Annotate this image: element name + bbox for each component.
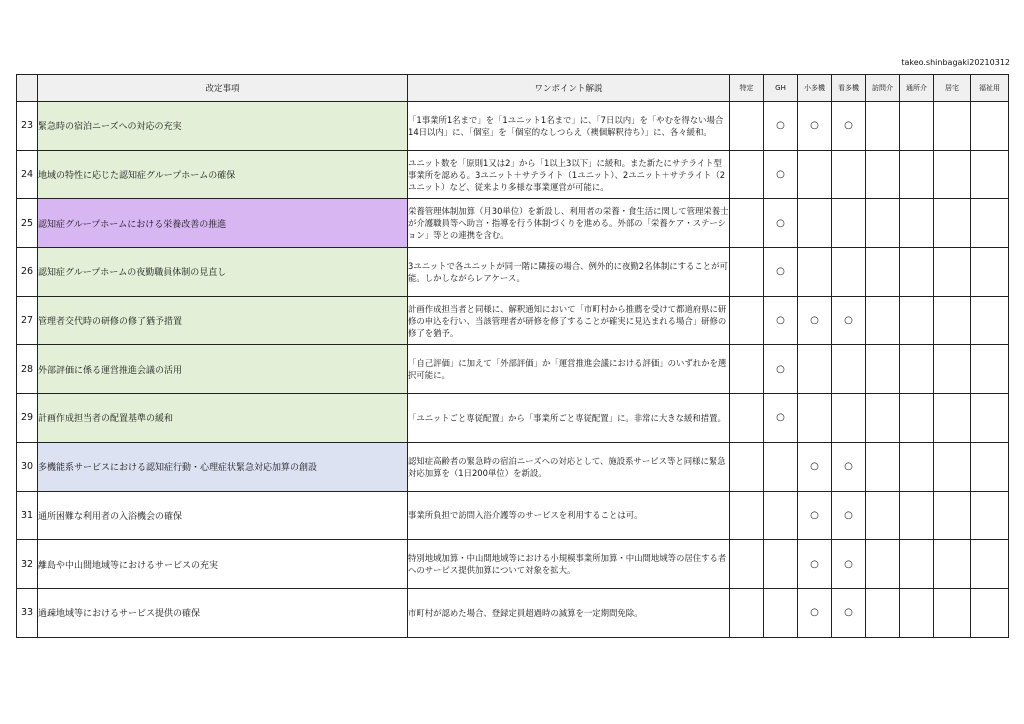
applicability-mark: ○ (764, 394, 798, 443)
applicability-mark (866, 248, 900, 297)
revision-item: 離島や中山間地域等におけるサービスの充実 (38, 540, 408, 589)
applicability-mark (971, 248, 1009, 297)
table-row (17, 394, 1009, 443)
applicability-mark (900, 394, 934, 443)
applicability-mark (934, 588, 971, 637)
applicability-mark (798, 248, 832, 297)
applicability-mark (900, 102, 934, 151)
applicability-mark: ○ (764, 248, 798, 297)
applicability-mark (866, 102, 900, 151)
applicability-mark (866, 491, 900, 540)
one-point-explanation: 「自己評価」に加えて「外部評価」か「運営推進会議における評価」のいずれかを選択可能に。 (408, 345, 730, 394)
revision-item: 通所困難な利用者の入浴機会の確保 (38, 491, 408, 540)
applicability-mark (866, 199, 900, 248)
table-row (17, 540, 1009, 589)
table-header (17, 75, 1009, 102)
one-point-explanation: 「1事業所1名まで」を「1ユニット1名まで」に、「7日以内」を「やむを得ない場合14日以内」に、「個室」を「個室的なしつらえ（襖個解釈待ち）」に、各々緩和。 (408, 102, 730, 151)
applicability-mark (764, 491, 798, 540)
applicability-mark (971, 394, 1009, 443)
applicability-mark (934, 102, 971, 151)
applicability-mark (730, 102, 764, 151)
applicability-mark (934, 540, 971, 589)
applicability-mark (971, 442, 1009, 491)
applicability-mark (971, 296, 1009, 345)
table-row (17, 248, 1009, 297)
applicability-mark: ○ (832, 442, 866, 491)
applicability-mark (900, 248, 934, 297)
applicability-mark: ○ (764, 150, 798, 199)
one-point-explanation: 計画作成担当者と同様に、解釈通知において「市町村から推薦を受けて都道府県に研修の申込を行い、当該管理者が研修を修了することが確実に見込まれる場合」研修の修了を猶予。 (408, 296, 730, 345)
applicability-mark: ○ (832, 540, 866, 589)
applicability-mark (764, 588, 798, 637)
table-row (17, 296, 1009, 345)
applicability-mark (900, 150, 934, 199)
applicability-mark (730, 296, 764, 345)
applicability-mark (971, 199, 1009, 248)
one-point-explanation: 市町村が認めた場合、登録定員超過時の減算を一定期間免除。 (408, 588, 730, 637)
revision-item: 外部評価に係る運営推進会議の活用 (38, 345, 408, 394)
applicability-mark (730, 394, 764, 443)
applicability-mark (866, 588, 900, 637)
applicability-mark (798, 199, 832, 248)
applicability-mark: ○ (764, 199, 798, 248)
one-point-explanation: ユニット数を「原則1又は2」から「1以上3以下」に緩和。また新たにサテライト型事業所を認める。3ユニット＋サテライト（1ユニット）、2ユニット＋サテライト（2ユニット）など、従来より多様な事業運営が可能に。 (408, 150, 730, 199)
applicability-mark (730, 540, 764, 589)
row-number: 29 (17, 394, 38, 443)
row-number: 23 (17, 102, 38, 151)
applicability-mark: ○ (798, 102, 832, 151)
table-row (17, 150, 1009, 199)
applicability-mark (934, 150, 971, 199)
revision-item: 認知症グループホームにおける栄養改善の推進 (38, 199, 408, 248)
applicability-mark (832, 150, 866, 199)
applicability-mark: ○ (764, 102, 798, 151)
revision-item: 過疎地域等におけるサービス提供の確保 (38, 588, 408, 637)
applicability-mark (798, 394, 832, 443)
applicability-mark (971, 102, 1009, 151)
applicability-mark: ○ (798, 442, 832, 491)
row-number: 27 (17, 296, 38, 345)
applicability-mark (900, 296, 934, 345)
revision-table (16, 74, 1009, 638)
applicability-mark (971, 491, 1009, 540)
applicability-mark (900, 442, 934, 491)
applicability-mark (832, 199, 866, 248)
applicability-mark (900, 588, 934, 637)
applicability-mark (832, 394, 866, 443)
applicability-mark: ○ (798, 588, 832, 637)
applicability-mark (971, 588, 1009, 637)
header-no (17, 75, 38, 102)
author-stamp: takeo.shinbagaki20210312 (901, 58, 1010, 67)
applicability-mark (900, 345, 934, 394)
applicability-mark (934, 199, 971, 248)
applicability-mark: ○ (798, 296, 832, 345)
row-number: 26 (17, 248, 38, 297)
applicability-mark (934, 296, 971, 345)
applicability-mark (866, 394, 900, 443)
applicability-mark (730, 345, 764, 394)
applicability-mark (934, 491, 971, 540)
one-point-explanation: 事業所負担で訪問入浴介護等のサービスを利用することは可。 (408, 491, 730, 540)
applicability-mark (934, 442, 971, 491)
applicability-mark: ○ (832, 102, 866, 151)
applicability-mark: ○ (764, 345, 798, 394)
applicability-mark (900, 491, 934, 540)
revision-item: 管理者交代時の研修の修了猶予措置 (38, 296, 408, 345)
one-point-explanation: 「ユニットごと専従配置」から「事業所ごと専従配置」に。非常に大きな緩和措置。 (408, 394, 730, 443)
table-row (17, 442, 1009, 491)
applicability-mark (900, 199, 934, 248)
table-row (17, 491, 1009, 540)
applicability-mark (934, 394, 971, 443)
applicability-mark: ○ (798, 540, 832, 589)
applicability-mark: ○ (832, 296, 866, 345)
table-row (17, 199, 1009, 248)
applicability-mark (764, 442, 798, 491)
applicability-mark: ○ (832, 588, 866, 637)
header-col-shotaki: 小多機 (798, 75, 832, 102)
applicability-mark: ○ (798, 491, 832, 540)
row-number: 28 (17, 345, 38, 394)
revision-item: 認知症グループホームの夜勤職員体制の見直し (38, 248, 408, 297)
applicability-mark (730, 248, 764, 297)
applicability-mark (866, 345, 900, 394)
applicability-mark (764, 540, 798, 589)
header-col-kyotaku: 居宅 (934, 75, 971, 102)
applicability-mark (971, 150, 1009, 199)
revision-item: 地域の特性に応じた認知症グループホームの確保 (38, 150, 408, 199)
header-point: ワンポイント解説 (408, 75, 730, 102)
applicability-mark (971, 345, 1009, 394)
applicability-mark (730, 491, 764, 540)
revision-item: 緊急時の宿泊ニーズへの対応の充実 (38, 102, 408, 151)
applicability-mark (866, 540, 900, 589)
table-body (17, 102, 1009, 638)
applicability-mark (866, 442, 900, 491)
header-col-kantaki: 看多機 (832, 75, 866, 102)
one-point-explanation: 3ユニットで各ユニットが同一階に隣接の場合、例外的に夜勤2名体制にすることが可能。しかしながらレアケース。 (408, 248, 730, 297)
applicability-mark (832, 345, 866, 394)
row-number: 32 (17, 540, 38, 589)
applicability-mark (730, 588, 764, 637)
row-number: 30 (17, 442, 38, 491)
header-col-houmon: 訪問介 (866, 75, 900, 102)
applicability-mark (866, 150, 900, 199)
header-col-gh: GH (764, 75, 798, 102)
one-point-explanation: 認知症高齢者の緊急時の宿泊ニーズへの対応として、施設系サービス等と同様に緊急対応加算を（1日200単位）を新設。 (408, 442, 730, 491)
applicability-mark: ○ (832, 491, 866, 540)
row-number: 33 (17, 588, 38, 637)
revision-item: 計画作成担当者の配置基準の緩和 (38, 394, 408, 443)
one-point-explanation: 特別地域加算・中山間地域等における小規模事業所加算・中山間地域等の居住する者へのサービス提供加算について対象を拡大。 (408, 540, 730, 589)
applicability-mark (832, 248, 866, 297)
applicability-mark (798, 150, 832, 199)
header-col-tokutei: 特定 (730, 75, 764, 102)
table-row (17, 345, 1009, 394)
applicability-mark (900, 540, 934, 589)
table-row (17, 588, 1009, 637)
revision-item: 多機能系サービスにおける認知症行動・心理症状緊急対応加算の創設 (38, 442, 408, 491)
applicability-mark (934, 248, 971, 297)
applicability-mark (866, 296, 900, 345)
table-row (17, 102, 1009, 151)
applicability-mark (798, 345, 832, 394)
row-number: 31 (17, 491, 38, 540)
row-number: 25 (17, 199, 38, 248)
applicability-mark (730, 199, 764, 248)
applicability-mark: ○ (764, 296, 798, 345)
header-col-tsusho: 通所介 (900, 75, 934, 102)
applicability-mark (971, 540, 1009, 589)
header-col-fukushiyou: 福祉用 (971, 75, 1009, 102)
applicability-mark (730, 442, 764, 491)
header-item: 改定事項 (38, 75, 408, 102)
one-point-explanation: 栄養管理体制加算（月30単位）を新設し、利用者の栄養・食生活に関して管理栄養士が介護職員等へ助言・指導を行う体制づくりを進める。外部の「栄養ケア・ステーション」等との連携を含む。 (408, 199, 730, 248)
applicability-mark (730, 150, 764, 199)
row-number: 24 (17, 150, 38, 199)
applicability-mark (934, 345, 971, 394)
